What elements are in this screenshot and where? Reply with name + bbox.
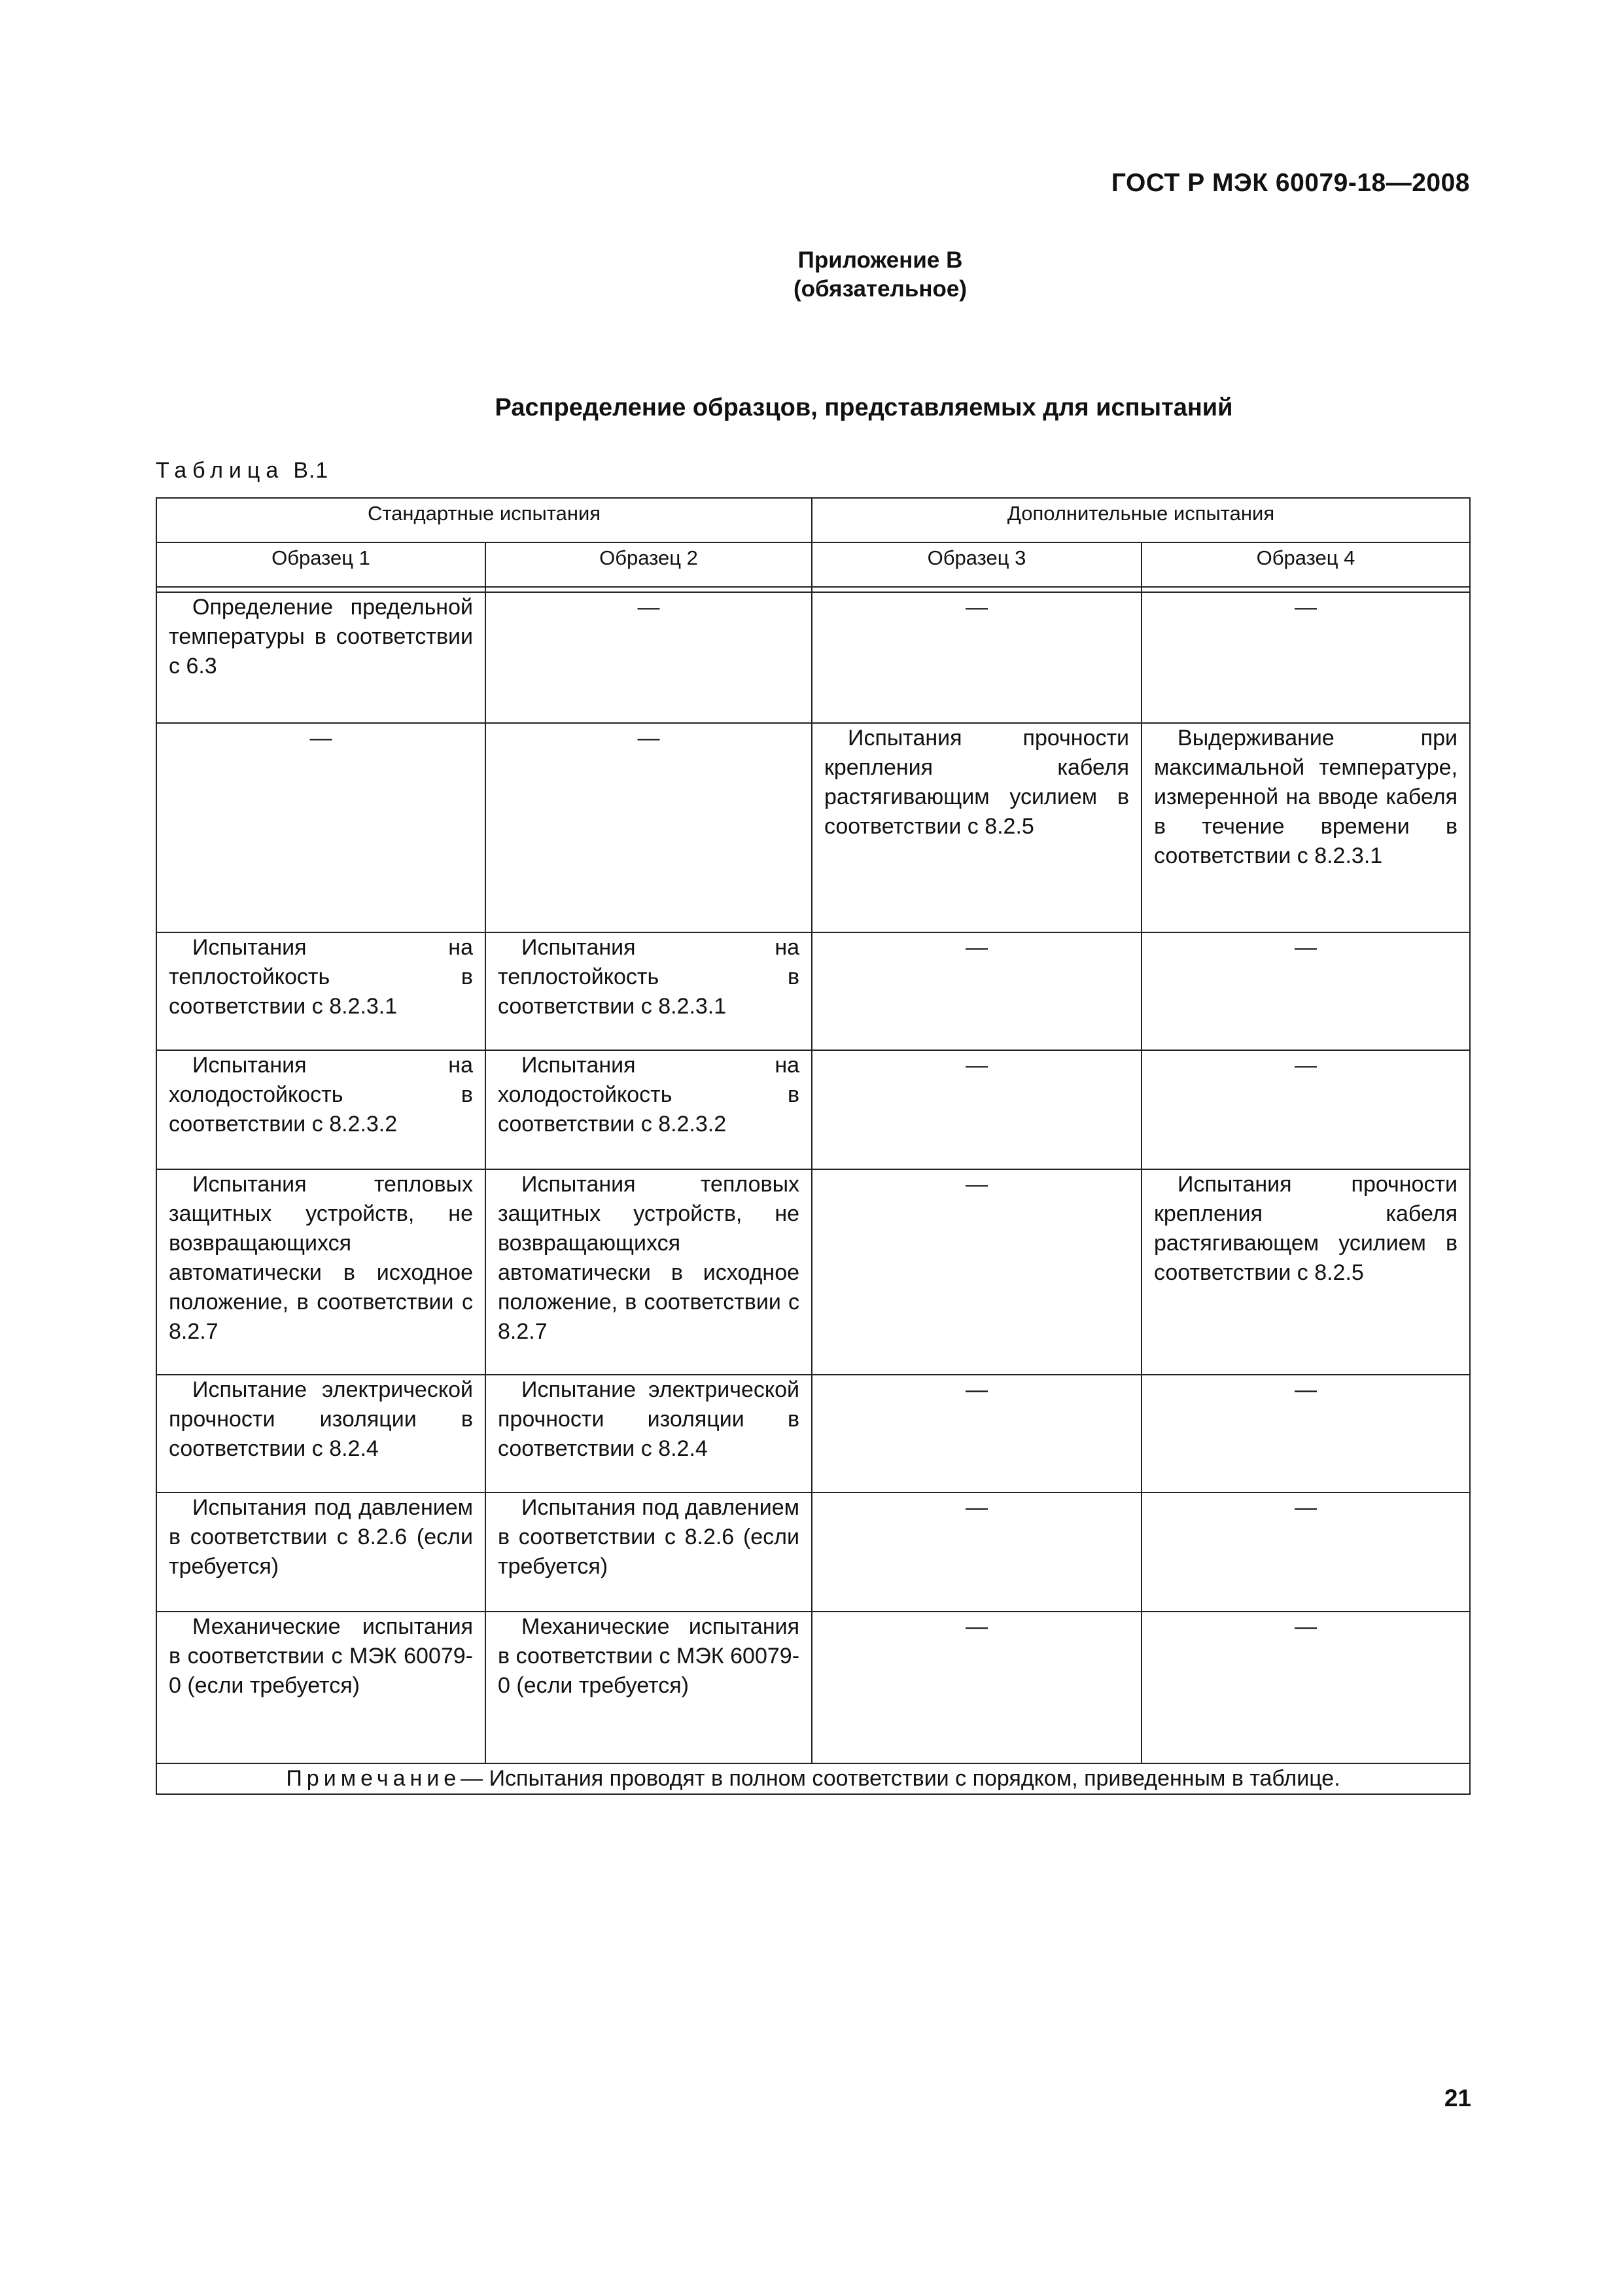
column-header-sample-3: Образец 3: [812, 542, 1142, 587]
column-header-sample-1: Образец 1: [156, 542, 485, 587]
table-cell: [156, 932, 485, 1050]
table-cell: [485, 1169, 812, 1375]
cell-text: Испытания под давлением в соответствии с 8.2.6 (если требуется): [169, 1495, 473, 1579]
table-cell-dash: —: [1142, 1375, 1470, 1492]
table-cell: [485, 1612, 812, 1763]
note-text: — Испытания проводят в полном соответствии с порядком, приведенным в таблице.: [461, 1766, 1340, 1791]
note-label: Примечание: [286, 1766, 461, 1791]
cell-text: Испытания прочности крепления кабеля растягивающим усилием в соответствии с 8.2.5: [824, 726, 1130, 839]
column-header-sample-2: Образец 2: [485, 542, 812, 587]
table-note: [156, 1763, 1470, 1794]
table-row: [156, 1492, 1470, 1612]
cell-text: Испытания на холодостойкость в соответствии с 8.2.3.2: [498, 1053, 800, 1137]
table-cell-dash: —: [1142, 1612, 1470, 1763]
table-caption: [156, 458, 328, 484]
table-cell-dash: —: [812, 1050, 1142, 1169]
table-caption-label: Таблица: [156, 458, 285, 483]
cell-text: Механические испытания в соответствии с МЭК 60079-0 (если требуется): [169, 1614, 473, 1698]
table-cell: [485, 1375, 812, 1492]
annex-heading: [0, 246, 1623, 304]
cell-text: Выдерживание при максимальной температуре, измеренной на вводе кабеля в течение времени в соответствии с 8.2.3.1: [1154, 726, 1458, 868]
samples-table: [156, 497, 1471, 1795]
cell-text: Испытания под давлением в соответствии с 8.2.6 (если требуется): [498, 1495, 800, 1579]
table-row: [156, 1050, 1470, 1169]
table-cell: [485, 932, 812, 1050]
header-divider-cell: [485, 587, 812, 592]
annex-title: Приложение В: [797, 247, 963, 273]
section-title: [0, 394, 1623, 422]
table-cell: [156, 1375, 485, 1492]
table-cell-dash: —: [485, 723, 812, 932]
cell-text: Испытания тепловых защитных устройств, не возвращающихся автоматически в исходное положение, в соответствии с 8.2.7: [498, 1172, 800, 1344]
table-cell-dash: —: [1142, 592, 1470, 723]
table-cell-dash: —: [1142, 932, 1470, 1050]
table-cell-dash: —: [812, 1612, 1142, 1763]
cell-text: Испытания на теплостойкость в соответствии с 8.2.3.1: [169, 935, 473, 1019]
table-cell: [156, 592, 485, 723]
table-cell-dash: —: [812, 1492, 1142, 1612]
table-cell: [1142, 1169, 1470, 1375]
table-row: [156, 1169, 1470, 1375]
table-cell: [1142, 723, 1470, 932]
table-cell: [156, 1169, 485, 1375]
table-body: [156, 498, 1470, 1794]
table-column-header-row: [156, 542, 1470, 587]
page-number: 21: [1444, 2085, 1471, 2111]
table-group-header-row: [156, 498, 1470, 542]
table-row: [156, 932, 1470, 1050]
table-row: [156, 1375, 1470, 1492]
document-code: ГОСТ Р МЭК 60079-18—2008: [1111, 169, 1470, 197]
cell-text: Испытания прочности крепления кабеля растягивающем усилием в соответствии с 8.2.5: [1154, 1172, 1458, 1285]
table-cell-dash: —: [1142, 1492, 1470, 1612]
cell-text: Механические испытания в соответствии с МЭК 60079-0 (если требуется): [498, 1614, 800, 1698]
cell-text: Определение предельной температуры в соответствии с 6.3: [169, 595, 473, 679]
table-cell-dash: —: [1142, 1050, 1470, 1169]
table-row: [156, 592, 1470, 723]
column-header-sample-4: Образец 4: [1142, 542, 1470, 587]
table-cell: [156, 1492, 485, 1612]
table-cell-dash: —: [812, 1169, 1142, 1375]
table-cell: [485, 1492, 812, 1612]
table-cell: [156, 1050, 485, 1169]
annex-status: (обязательное): [793, 276, 967, 302]
section-title-text: Распределение образцов, представляемых для испытаний: [495, 394, 1233, 421]
cell-text: Испытания на холодостойкость в соответствии с 8.2.3.2: [169, 1053, 473, 1137]
table-cell-dash: —: [812, 932, 1142, 1050]
group-header-standard: Стандартные испытания: [156, 498, 812, 542]
table-cell: [156, 1612, 485, 1763]
cell-text: Испытания тепловых защитных устройств, не возвращающихся автоматически в исходное положение, в соответствии с 8.2.7: [169, 1172, 473, 1344]
table-row: [156, 1612, 1470, 1763]
group-header-additional: Дополнительные испытания: [812, 498, 1470, 542]
table-cell: [812, 723, 1142, 932]
table-row: [156, 723, 1470, 932]
cell-text: Испытание электрической прочности изоляции в соответствии с 8.2.4: [498, 1377, 800, 1461]
table-cell-dash: —: [812, 592, 1142, 723]
header-divider-row: [156, 587, 1470, 592]
header-divider-cell: [812, 587, 1142, 592]
table-cell: [485, 1050, 812, 1169]
table-caption-number: В.1: [293, 458, 329, 483]
table-cell-dash: —: [812, 1375, 1142, 1492]
cell-text: Испытания на теплостойкость в соответствии с 8.2.3.1: [498, 935, 800, 1019]
table-cell-dash: —: [485, 592, 812, 723]
table-cell-dash: —: [156, 723, 485, 932]
table-note-row: [156, 1763, 1470, 1794]
header-divider-cell: [156, 587, 485, 592]
cell-text: Испытание электрической прочности изоляции в соответствии с 8.2.4: [169, 1377, 473, 1461]
header-divider-cell: [1142, 587, 1470, 592]
